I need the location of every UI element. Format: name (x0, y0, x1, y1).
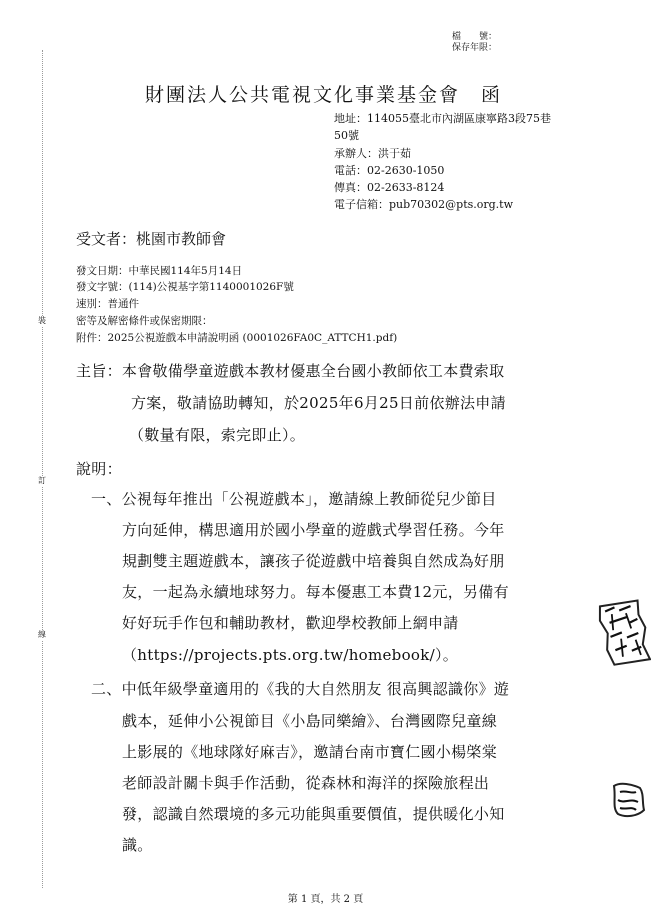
sender-email: 電子信箱：pub70302@pts.org.tw (334, 198, 514, 211)
item2-line5: 發，認識自然環境的多元功能與重要價值，提供暖化小知 (122, 805, 505, 823)
secrecy-level: 密等及解密條件或保密期限： (76, 315, 213, 327)
subject-line1: 主旨：本會敬備學童遊戲本教材優惠全台國小教師依工本費索取 (76, 362, 505, 380)
seal-fragment (610, 780, 646, 820)
sender-phone: 電話：02-2630-1050 (334, 164, 445, 177)
item2-line2: 戲本，延伸小公視節目《小島同樂繪》、台灣國際兒童線 (122, 712, 498, 730)
explanation-label: 說明： (76, 460, 122, 478)
sender-fax: 傳真：02-2633-8124 (334, 181, 445, 194)
file-number-label: 檔 號： (452, 32, 498, 42)
item2-line3: 上影展的《地球隊好麻吉》，邀請台南市寶仁國小楊棨棠 (122, 743, 498, 761)
item1-line2: 方向延伸，構思適用於國小學童的遊戲式學習任務。今年 (122, 521, 505, 539)
binding-mark-ding: 訂 (38, 476, 46, 485)
item2-line4: 老師設計關卡與手作活動，從森林和海洋的探險旅程出 (122, 774, 490, 792)
attachment-link[interactable]: 附件：2025公視遊戲本申請說明函 (0001026FA0C_ATTCH1.pdf) (76, 332, 398, 344)
sender-address-line1: 地址：114055臺北市內湖區康寧路3段75巷 (334, 112, 551, 125)
document-title: 財團法人公共電視文化事業基金會 函 (145, 84, 503, 106)
item1-line4: 友，一起為永續地球努力。每本優惠工本費12元，另備有 (122, 583, 509, 601)
electronic-document-stamp (593, 594, 651, 672)
recipient: 受文者：桃園市教師會 (76, 230, 227, 248)
item1-line1: 一、公視每年推出「公視遊戲本」，邀請線上教師從兒少節目 (91, 490, 497, 508)
binding-line (42, 50, 43, 888)
item1-line5: 好好玩手作包和輔助教材，歡迎學校教師上網申請 (122, 614, 459, 632)
subject-line3: （數量有限，索完即止）。 (129, 426, 306, 444)
item2-line1: 二、中低年級學童適用的《我的大自然朋友 很高興認識你》遊 (91, 680, 510, 698)
page-number: 第 1 頁，共 2 頁 (287, 894, 364, 905)
issue-date: 發文日期：中華民國114年5月14日 (76, 265, 243, 277)
sender-address-line2: 50號 (334, 129, 359, 142)
binding-mark-xian: 線 (38, 630, 46, 639)
item1-line3: 規劃雙主題遊戲本，讓孩子從遊戲中培養與自然成為好朋 (122, 552, 505, 570)
binding-mark-zhuang: 裝 (38, 316, 46, 325)
item1-url[interactable]: （https://projects.pts.org.tw/homebook/）。 (122, 646, 459, 664)
sender-contact: 承辦人：洪于茹 (334, 147, 411, 160)
retention-period-label: 保存年限： (452, 43, 498, 53)
item2-line6: 識。 (122, 836, 153, 854)
delivery-speed: 速別：普通件 (76, 298, 139, 310)
subject-line2: 方案，敬請協助轉知，於2025年6月25日前依辦法申請 (131, 394, 506, 412)
document-number: 發文字號：(114)公視基字第1140001026F號 (76, 281, 294, 293)
